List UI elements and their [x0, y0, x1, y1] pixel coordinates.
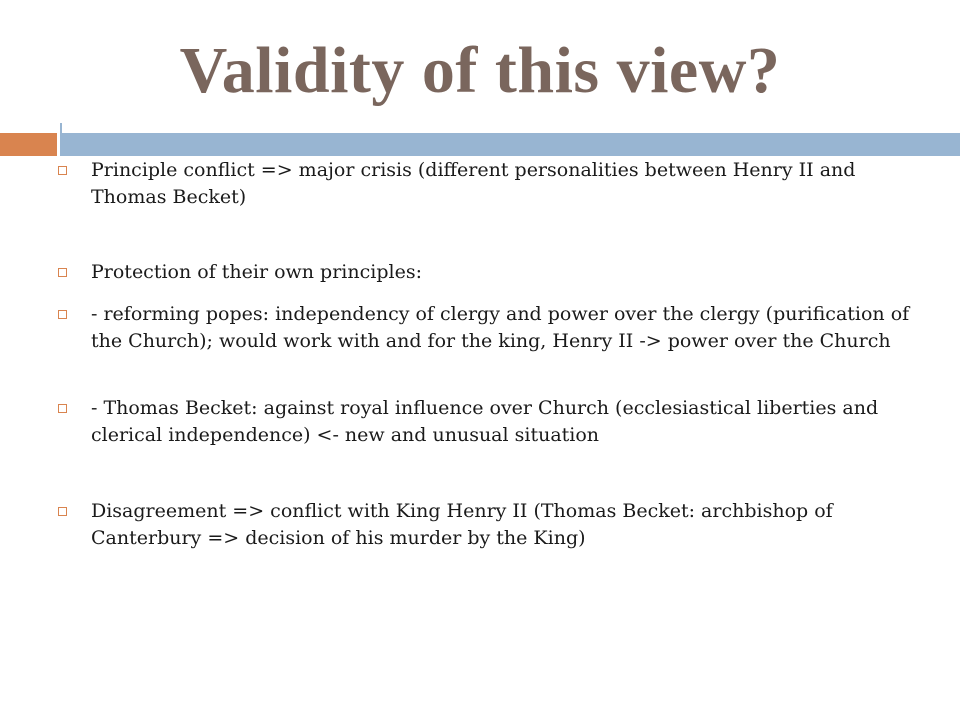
bullet-text: Protection of their own principles:: [91, 261, 422, 283]
bullet-item: [58, 301, 918, 355]
hollow-square-icon: [58, 310, 67, 319]
bullet-item: [58, 395, 918, 449]
accent-bar-blue: [62, 133, 960, 156]
bullet-item: [58, 259, 918, 286]
bullet-text: Principle conflict => major crisis (different personalities between Henry II and Thomas Becket): [91, 159, 856, 208]
accent-bar-orange: [0, 133, 57, 156]
slide-title: Validity of this view?: [179, 34, 781, 107]
bullet-text: Disagreement => conflict with King Henry II (Thomas Becket: archbishop of Canterbury => decision of his murder by the King): [91, 500, 833, 549]
bullet-text: - reforming popes: independency of clergy and power over the clergy (purification of the Church); would work with and for the king, Henry II -> power over the Church: [91, 303, 910, 352]
hollow-square-icon: [58, 268, 67, 277]
hollow-square-icon: [58, 166, 67, 175]
bullet-item: [58, 498, 918, 552]
hollow-square-icon: [58, 404, 67, 413]
hollow-square-icon: [58, 507, 67, 516]
bullet-item: [58, 157, 918, 211]
bullet-text: - Thomas Becket: against royal influence over Church (ecclesiastical liberties and clerical independence) <- new and unusual situation: [91, 397, 879, 446]
